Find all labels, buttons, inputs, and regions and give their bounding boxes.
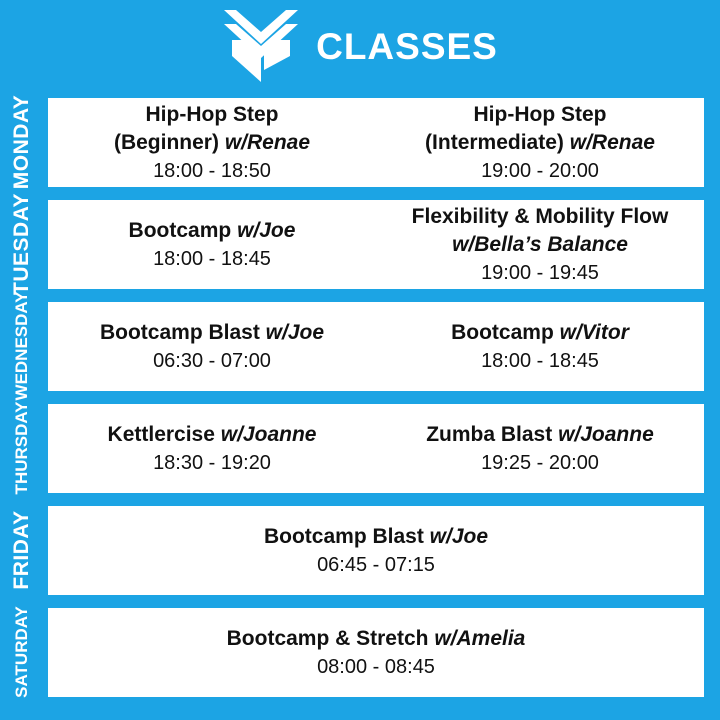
class-name-line: [108, 421, 317, 449]
class-name: Bootcamp & Stretch: [226, 626, 429, 650]
class-entry: [48, 200, 376, 289]
class-name: Bootcamp: [128, 218, 232, 242]
class-instructor: w/Joe: [429, 524, 489, 548]
class-time: 19:25 - 20:00: [481, 451, 599, 474]
class-name-line: [227, 625, 526, 653]
class-name-line: [451, 319, 629, 347]
class-panel: [48, 98, 704, 187]
class-time: 06:45 - 07:15: [317, 553, 435, 576]
day-row-wednesday: [0, 291, 720, 401]
class-instructor: w/Joanne: [220, 422, 317, 446]
class-entry: [48, 506, 704, 595]
class-entry: [376, 98, 704, 187]
class-instructor: w/Joe: [265, 320, 325, 344]
class-time: 18:30 - 19:20: [153, 451, 271, 474]
class-instructor: w/Bella’s Balance: [452, 232, 628, 256]
class-name: Flexibility & Mobility Flow: [411, 204, 669, 228]
class-time: 19:00 - 19:45: [481, 261, 599, 284]
class-name: Bootcamp Blast: [263, 524, 424, 548]
class-instructor: w/Renae: [569, 130, 655, 154]
day-label: [0, 291, 44, 401]
day-label-text: SATURDAY: [12, 606, 31, 698]
class-name: Hip-Hop Step: [145, 102, 279, 126]
day-row-thursday: [0, 401, 720, 495]
class-name: Bootcamp Blast: [99, 320, 260, 344]
class-instructor: w/Renae: [224, 130, 311, 154]
class-level: (Beginner): [113, 130, 219, 154]
class-entry: [48, 608, 704, 697]
day-label: [0, 401, 44, 495]
day-label: [0, 506, 44, 595]
day-label-text: FRIDAY: [10, 510, 33, 590]
class-panel: [48, 200, 704, 289]
day-label-text: MONDAY: [10, 94, 33, 190]
day-label: [0, 94, 44, 190]
day-row-saturday: [0, 608, 720, 697]
class-entry: [376, 302, 704, 391]
class-time: 18:00 - 18:45: [481, 349, 599, 372]
class-name: Zumba Blast: [426, 422, 553, 446]
class-name: Kettlercise: [107, 422, 215, 446]
day-row-friday: [0, 506, 720, 595]
class-level-line: [425, 129, 655, 157]
class-level-line: [114, 129, 310, 157]
class-instructor: w/Joanne: [558, 422, 654, 446]
class-name-line: [129, 217, 296, 245]
header: [0, 0, 720, 88]
class-name-line: [426, 421, 654, 449]
class-panel: [48, 404, 704, 493]
day-label-text: THURSDAY: [12, 401, 31, 495]
day-label: [0, 193, 44, 295]
class-time: 18:00 - 18:45: [153, 247, 271, 270]
class-name: Hip-Hop Step: [473, 102, 607, 126]
class-name-line: [100, 319, 324, 347]
class-entry: [48, 98, 376, 187]
class-instructor: w/Joe: [237, 218, 296, 242]
class-instructor: w/Amelia: [434, 626, 526, 650]
class-name: Bootcamp: [451, 320, 554, 344]
day-row-monday: [0, 94, 720, 190]
day-row-tuesday: [0, 193, 720, 295]
day-label-text: TUESDAY: [10, 193, 33, 295]
day-label: [0, 608, 44, 697]
chevron-logo-icon: [222, 10, 300, 82]
class-instructor: w/Vitor: [559, 320, 629, 344]
class-panel: [48, 302, 704, 391]
class-panel: [48, 608, 704, 697]
page-title: CLASSES: [316, 26, 498, 67]
class-level: (Intermediate): [425, 130, 564, 154]
class-name-line: [264, 523, 488, 551]
class-time: 19:00 - 20:00: [481, 159, 599, 182]
class-entry: [48, 404, 376, 493]
class-entry: [376, 404, 704, 493]
class-entry: [376, 200, 704, 289]
class-panel: [48, 506, 704, 595]
class-time: 08:00 - 08:45: [317, 655, 435, 678]
class-time: 18:00 - 18:50: [153, 159, 271, 182]
class-time: 06:30 - 07:00: [153, 349, 271, 372]
day-label-text: WEDNESDAY: [12, 291, 31, 401]
class-entry: [48, 302, 376, 391]
